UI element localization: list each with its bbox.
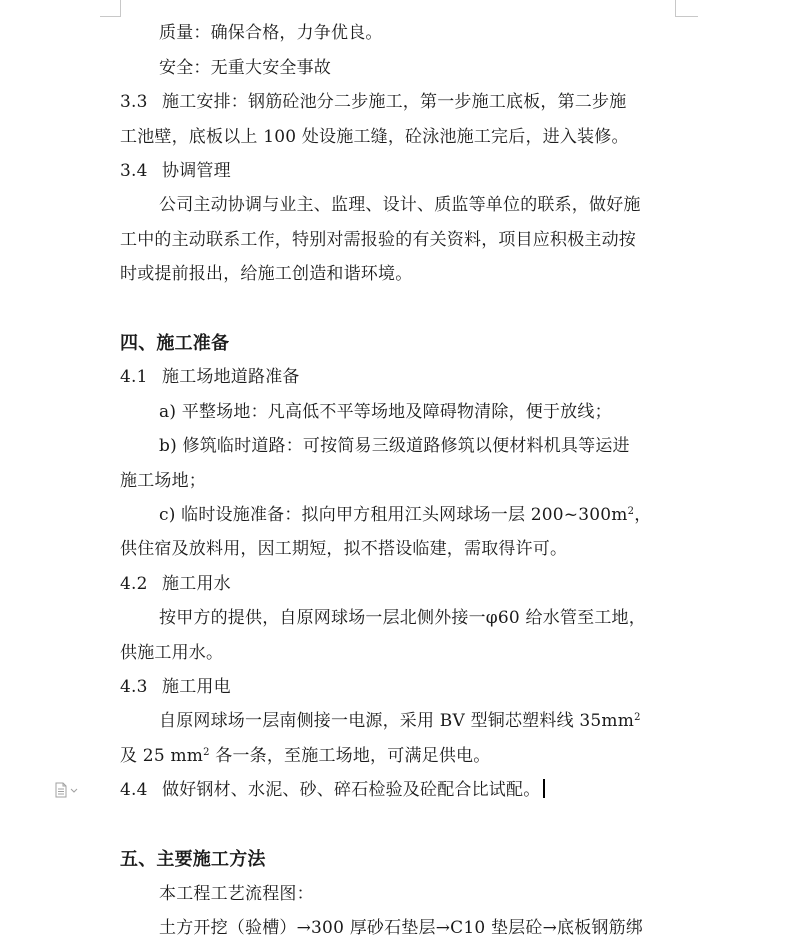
text-line: 供施工用水。: [120, 643, 224, 663]
section-number: 4.2: [120, 574, 148, 594]
text-line[interactable]: 4.4 做好钢材、水泥、砂、碎石检验及砼配合比试配。: [120, 775, 545, 805]
text-line: 供住宿及放料用，因工期短，拟不搭设临建，需取得许可。: [120, 539, 568, 559]
document-icon[interactable]: [54, 782, 80, 798]
text-line: 公司主动协调与业主、监理、设计、质监等单位的联系，做好施: [159, 195, 641, 215]
section-heading-4: 四、施工准备: [120, 333, 230, 354]
text-line: 3.4 协调管理: [120, 156, 231, 186]
text-line: 4.2 施工用水: [120, 569, 231, 599]
section-number: 4.1: [120, 367, 148, 387]
text-line: 安全：无重大安全事故: [159, 58, 331, 78]
text-line: 施工场地；: [120, 471, 206, 491]
text-line: a) 平整场地：凡高低不平等场地及障碍物清除，便于放线；: [159, 402, 612, 422]
section-heading-5: 五、主要施工方法: [120, 849, 266, 870]
text-line: 4.1 施工场地道路准备: [120, 362, 300, 392]
text-line: c) 临时设施准备：拟向甲方租用江头网球场一层 $200\sim 300m^2$，: [159, 505, 652, 525]
text-line: 本工程工艺流程图：: [159, 884, 314, 904]
text-cursor: [543, 779, 545, 798]
crop-mark-left: [100, 0, 121, 17]
section-number: 4.3: [120, 677, 148, 697]
text-line: 4.3 施工用电: [120, 672, 231, 702]
section-number: 4.4: [120, 780, 148, 800]
text-line: 工池壁，底板以上 100 处设施工缝，砼泳池施工完后，进入装修。: [120, 127, 629, 147]
text-line: 土方开挖（验槽）→300 厚砂石垫层→C10 垫层砼→底板钢筋绑: [159, 918, 644, 938]
text-line: 按甲方的提供，自原网球场一层北侧外接一φ60 给水管至工地，: [159, 608, 646, 628]
section-number: 3.3: [120, 92, 148, 112]
section-number: 3.4: [120, 161, 148, 181]
text-line: 时或提前报出，给施工创造和谐环境。: [120, 264, 413, 284]
text-line: 及 25 $mm^2$ 各一条，至施工场地，可满足供电。: [120, 746, 491, 766]
text-line: 自原网球场一层南侧接一电源，采用 BV 型铜芯塑料线 $35mm^2$: [159, 711, 641, 731]
crop-mark-right: [675, 0, 698, 17]
text-line: 质量：确保合格，力争优良。: [159, 23, 383, 43]
text-line: b) 修筑临时道路：可按简易三级道路修筑以便材料机具等运进: [159, 436, 630, 456]
document-icon-graphic: [54, 782, 80, 798]
text-line: 3.3 施工安排：钢筋砼池分二步施工，第一步施工底板，第二步施: [120, 87, 626, 117]
text-line: 工中的主动联系工作，特别对需报验的有关资料，项目应积极主动按: [120, 230, 636, 250]
